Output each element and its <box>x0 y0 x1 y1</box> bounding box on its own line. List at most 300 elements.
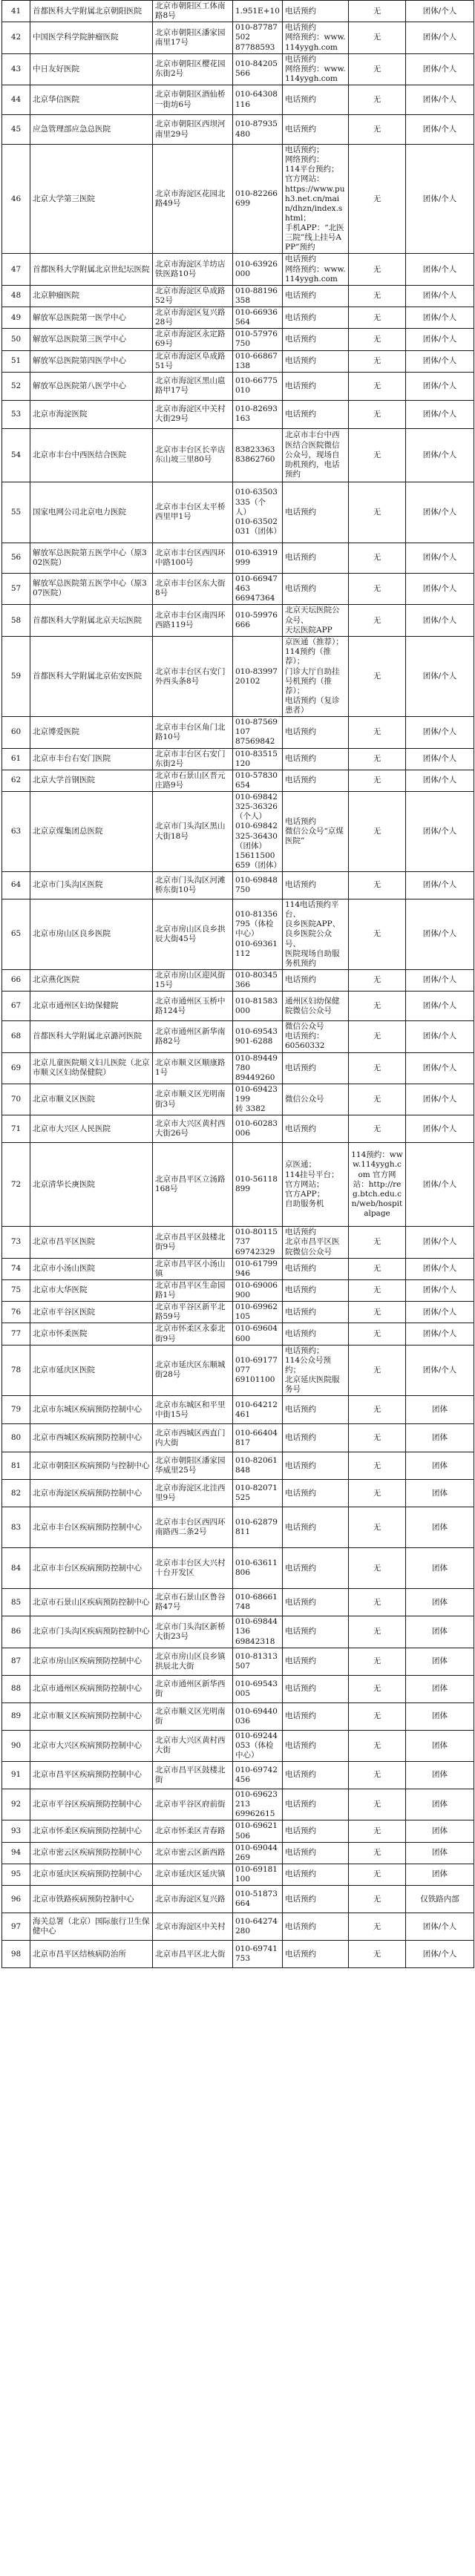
row-number-cell: 67 <box>2 992 30 1021</box>
service-type-cell: 团体 <box>406 1864 474 1885</box>
phone-cell: 010-66404817 <box>233 1424 283 1452</box>
fee-cell: 无 <box>349 1345 406 1396</box>
table-row <box>2 1258 474 1279</box>
institution-name-cell: 北京市丰台右安门医院 <box>30 748 153 770</box>
institution-name-cell: 北京市海淀医院 <box>30 400 153 428</box>
address-cell: 北京市朝阳区潘家园南里17号 <box>153 22 233 53</box>
phone-cell: 010-82693163 <box>233 400 283 428</box>
phone-cell: 010-56118899 <box>233 1143 283 1227</box>
fee-cell: 无 <box>349 1021 406 1052</box>
row-number-cell: 58 <box>2 605 30 637</box>
fee-cell: 无 <box>349 1842 406 1864</box>
institution-name-cell: 北京市通州区疾病预防控制中心 <box>30 1675 153 1702</box>
booking-method-cell: 电话预约 <box>283 285 349 307</box>
service-type-cell: 团体/个人 <box>406 307 474 329</box>
hospital-table <box>1 0 474 1968</box>
table-row <box>2 400 474 428</box>
fee-cell: 无 <box>349 605 406 637</box>
phone-cell: 010-69044269 <box>233 1842 283 1864</box>
fee-cell: 无 <box>349 717 406 748</box>
table-row <box>2 1323 474 1345</box>
service-type-cell: 团体/个人 <box>406 254 474 285</box>
row-number-cell: 52 <box>2 372 30 400</box>
table-row <box>2 770 474 791</box>
table-row <box>2 1589 474 1616</box>
fee-cell: 无 <box>349 969 406 991</box>
row-number-cell: 96 <box>2 1886 30 1913</box>
address-cell: 北京市怀柔区永泰北街9号 <box>153 1323 233 1345</box>
address-cell: 北京市海淀区羊坊店铁医路10号 <box>153 254 233 285</box>
address-cell: 北京市海淀区中关村 <box>153 1913 233 1941</box>
institution-name-cell: 北京市大华医院 <box>30 1279 153 1301</box>
row-number-cell: 42 <box>2 22 30 53</box>
fee-cell: 无 <box>349 543 406 573</box>
institution-name-cell: 北京京煤集团总医院 <box>30 792 153 872</box>
address-cell: 北京市门头沟区黑山大街18号 <box>153 792 233 872</box>
institution-name-cell: 北京大学首钢医院 <box>30 770 153 791</box>
booking-method-cell: 电话预约 <box>283 1323 349 1345</box>
booking-method-cell: 电话预约； 网络预约： 114平台预约； 官方网站： https://www.puh3.net.cn/main/dhzn/index.shtml； 手机APP：“北医三院”线上挂号APP”预约 <box>283 145 349 254</box>
booking-method-cell: 电话预约 <box>283 717 349 748</box>
institution-name-cell: 北京市西城区疾病预防控制中心 <box>30 1424 153 1452</box>
phone-cell: 010-66936564 <box>233 307 283 329</box>
fee-cell: 无 <box>349 1548 406 1589</box>
fee-cell: 无 <box>349 1762 406 1789</box>
fee-cell: 无 <box>349 1820 406 1842</box>
service-type-cell: 团体 <box>406 1616 474 1648</box>
service-type-cell: 团体/个人 <box>406 748 474 770</box>
table-row <box>2 792 474 872</box>
table-row <box>2 428 474 482</box>
phone-cell: 010-81583000 <box>233 992 283 1021</box>
table-row <box>2 1702 474 1730</box>
row-number-cell: 55 <box>2 482 30 543</box>
row-number-cell: 79 <box>2 1396 30 1424</box>
row-number-cell: 46 <box>2 145 30 254</box>
fee-cell: 无 <box>349 482 406 543</box>
institution-name-cell: 北京肿瘤医院 <box>30 285 153 307</box>
fee-cell: 无 <box>349 115 406 145</box>
fee-cell: 无 <box>349 899 406 970</box>
address-cell: 北京市延庆区延庆镇 <box>153 1864 233 1885</box>
row-number-cell: 41 <box>2 1 30 22</box>
service-type-cell: 团体 <box>406 1675 474 1702</box>
row-number-cell: 70 <box>2 1084 30 1115</box>
fee-cell: 无 <box>349 1452 406 1480</box>
service-type-cell: 仅铁路内部 <box>406 1886 474 1913</box>
booking-method-cell: 电话预约 <box>283 350 349 372</box>
booking-method-cell: 电话预约 <box>283 1648 349 1675</box>
booking-method-cell: 京医通（推荐）； 114预约（推荐）； 门诊大厅自助挂号机预约（推荐）； 电话预约（复诊患者） <box>283 637 349 717</box>
phone-cell: 010-69621506 <box>233 1820 283 1842</box>
booking-method-cell: 电话预约 <box>283 372 349 400</box>
address-cell: 北京市昌平区小汤山镇 <box>153 1258 233 1279</box>
booking-method-cell: 电话预约 <box>283 1886 349 1913</box>
address-cell: 北京市海淀区复兴路28号 <box>153 307 233 329</box>
table-row <box>2 1886 474 1913</box>
fee-cell: 无 <box>349 1864 406 1885</box>
row-number-cell: 83 <box>2 1507 30 1548</box>
table-row <box>2 543 474 573</box>
fee-cell: 无 <box>349 1913 406 1941</box>
service-type-cell: 团体/个人 <box>406 428 474 482</box>
service-type-cell: 团体 <box>406 1507 474 1548</box>
booking-method-cell: 电话预约 <box>283 1396 349 1424</box>
service-type-cell: 团体 <box>406 1424 474 1452</box>
institution-name-cell: 首都医科大学附属北京天坛医院 <box>30 605 153 637</box>
fee-cell: 无 <box>349 53 406 85</box>
booking-method-cell: 电话预约 <box>283 1730 349 1761</box>
address-cell: 北京市丰台区南四环西路119号 <box>153 605 233 637</box>
table-row <box>2 145 474 254</box>
service-type-cell: 团体/个人 <box>406 543 474 573</box>
service-type-cell: 团体/个人 <box>406 145 474 254</box>
fee-cell: 无 <box>349 748 406 770</box>
table-row <box>2 1762 474 1789</box>
fee-cell: 无 <box>349 1648 406 1675</box>
institution-name-cell: 北京市海淀区疾病预防控制中心 <box>30 1480 153 1507</box>
fee-cell: 无 <box>349 1258 406 1279</box>
phone-cell: 010-69543005 <box>233 1675 283 1702</box>
service-type-cell: 团体/个人 <box>406 605 474 637</box>
address-cell: 北京市海淀区花园北路49号 <box>153 145 233 254</box>
row-number-cell: 57 <box>2 573 30 604</box>
booking-method-cell: 电话预约 <box>283 1258 349 1279</box>
row-number-cell: 54 <box>2 428 30 482</box>
institution-name-cell: 首都医科大学附属北京佑安医院 <box>30 637 153 717</box>
row-number-cell: 61 <box>2 748 30 770</box>
row-number-cell: 92 <box>2 1789 30 1820</box>
fee-cell: 无 <box>349 1302 406 1323</box>
fee-cell: 无 <box>349 1675 406 1702</box>
fee-cell: 无 <box>349 637 406 717</box>
booking-method-cell: 电话预约 <box>283 1452 349 1480</box>
fee-cell: 无 <box>349 1052 406 1084</box>
table-row <box>2 717 474 748</box>
institution-name-cell: 北京市顺义区医院 <box>30 1084 153 1115</box>
service-type-cell: 团体 <box>406 1820 474 1842</box>
row-number-cell: 77 <box>2 1323 30 1345</box>
institution-name-cell: 北京儿童医院顺义妇儿医院（北京市顺义区妇幼保健院） <box>30 1052 153 1084</box>
service-type-cell: 团体/个人 <box>406 770 474 791</box>
table-row <box>2 872 474 899</box>
table-row <box>2 1302 474 1323</box>
address-cell: 北京市大兴区黄村西大街26号 <box>153 1115 233 1143</box>
booking-method-cell: 电话预约 <box>283 307 349 329</box>
booking-method-cell: 微信公众号 <box>283 1084 349 1115</box>
table-row <box>2 899 474 970</box>
institution-name-cell: 北京市门头沟区疾病预防控制中心 <box>30 1616 153 1648</box>
address-cell: 北京市昌平区立汤路168号 <box>153 1143 233 1227</box>
service-type-cell: 团体/个人 <box>406 992 474 1021</box>
table-row <box>2 350 474 372</box>
row-number-cell: 66 <box>2 969 30 991</box>
institution-name-cell: 北京市密云区疾病预防控制中心 <box>30 1842 153 1864</box>
table-row <box>2 1913 474 1941</box>
address-cell: 北京市朝阳区酒仙桥一街坊6号 <box>153 85 233 115</box>
institution-name-cell: 北京市昌平区疾病预防控制中心 <box>30 1762 153 1789</box>
institution-name-cell: 北京市延庆区疾病预防控制中心 <box>30 1864 153 1885</box>
institution-name-cell: 首都医科大学附属北京世纪坛医院 <box>30 254 153 285</box>
address-cell: 北京市大兴区黄村西大街 <box>153 1730 233 1761</box>
table-row <box>2 1084 474 1115</box>
address-cell: 北京市丰台区右安门外西头条8号 <box>153 637 233 717</box>
address-cell: 北京市延庆区东顺城街28号 <box>153 1345 233 1396</box>
fee-cell: 无 <box>349 770 406 791</box>
institution-name-cell: 北京市怀柔医院 <box>30 1323 153 1345</box>
row-number-cell: 72 <box>2 1143 30 1227</box>
table-body <box>2 1 474 1968</box>
service-type-cell: 团体 <box>406 1648 474 1675</box>
address-cell: 北京市平谷区府前街 <box>153 1789 233 1820</box>
service-type-cell: 团体/个人 <box>406 1115 474 1143</box>
fee-cell: 无 <box>349 22 406 53</box>
booking-method-cell: 电话预约 <box>283 1675 349 1702</box>
service-type-cell: 团体/个人 <box>406 573 474 604</box>
address-cell: 北京市丰台区东大街8号 <box>153 573 233 604</box>
phone-cell: 010-66867138 <box>233 350 283 372</box>
service-type-cell: 团体/个人 <box>406 1279 474 1301</box>
table-row <box>2 1115 474 1143</box>
phone-cell: 010-89449780 89449260 <box>233 1052 283 1084</box>
institution-name-cell: 解放军总医院第四医学中心 <box>30 350 153 372</box>
phone-cell: 010-66775010 <box>233 372 283 400</box>
table-row <box>2 85 474 115</box>
fee-cell: 无 <box>349 1 406 22</box>
phone-cell: 010-69844136 69842318 <box>233 1616 283 1648</box>
phone-cell: 010-69440036 <box>233 1702 283 1730</box>
address-cell: 北京市石景山区鲁谷路47号 <box>153 1589 233 1616</box>
fee-cell: 无 <box>349 329 406 350</box>
table-row <box>2 329 474 350</box>
address-cell: 北京市门头沟区新桥大街23号 <box>153 1616 233 1648</box>
address-cell: 北京市海淀区黑山扈路甲17号 <box>153 372 233 400</box>
table-row <box>2 1424 474 1452</box>
fee-cell: 无 <box>349 400 406 428</box>
booking-method-cell: 电话预约 <box>283 1480 349 1507</box>
table-row <box>2 1279 474 1301</box>
table-row <box>2 605 474 637</box>
fee-cell: 无 <box>349 1227 406 1258</box>
row-number-cell: 49 <box>2 307 30 329</box>
institution-name-cell: 北京大学第三医院 <box>30 145 153 254</box>
phone-cell: 010-82266699 <box>233 145 283 254</box>
phone-cell: 010-57830654 <box>233 770 283 791</box>
address-cell: 北京市通州区玉桥中路124号 <box>153 992 233 1021</box>
institution-name-cell: 北京市通州区妇幼保健院 <box>30 992 153 1021</box>
booking-method-cell: 电话预约 微信公众号“京煤医院” <box>283 792 349 872</box>
table-row <box>2 1941 474 1968</box>
phone-cell: 010-69623213 69962615 <box>233 1789 283 1820</box>
table-row <box>2 1 474 22</box>
table-row <box>2 748 474 770</box>
address-cell: 北京市海淀区中关村大街29号 <box>153 400 233 428</box>
phone-cell: 010-69177077 69101100 <box>233 1345 283 1396</box>
booking-method-cell: 电话预约 <box>283 115 349 145</box>
table-row <box>2 1820 474 1842</box>
address-cell: 北京市朝阳区西坝河南里29号 <box>153 115 233 145</box>
service-type-cell: 团体/个人 <box>406 285 474 307</box>
phone-cell: 010-80115737 69742329 <box>233 1227 283 1258</box>
booking-method-cell: 电话预约 <box>283 1302 349 1323</box>
institution-name-cell: 应急管理部应急总医院 <box>30 115 153 145</box>
booking-method-cell: 电话预约 <box>283 1548 349 1589</box>
address-cell: 北京市通州区新华南路82号 <box>153 1021 233 1052</box>
booking-method-cell: 电话预约 网络预约：www.114yygh.com <box>283 254 349 285</box>
table-row <box>2 22 474 53</box>
row-number-cell: 88 <box>2 1675 30 1702</box>
institution-name-cell: 北京市平谷区疾病预防控制中心 <box>30 1789 153 1820</box>
institution-name-cell: 北京燕化医院 <box>30 969 153 991</box>
institution-name-cell: 北京市延庆区医院 <box>30 1345 153 1396</box>
institution-name-cell: 北京华信医院 <box>30 85 153 115</box>
institution-name-cell: 首都医科大学附属北京朝阳医院 <box>30 1 153 22</box>
booking-method-cell: 电话预约 <box>283 1507 349 1548</box>
table-row <box>2 1396 474 1424</box>
institution-name-cell: 北京市大兴区疾病预防控制中心 <box>30 1730 153 1761</box>
fee-cell: 无 <box>349 1115 406 1143</box>
phone-cell: 1.951E+10 <box>233 1 283 22</box>
row-number-cell: 73 <box>2 1227 30 1258</box>
service-type-cell: 团体 <box>406 1452 474 1480</box>
fee-cell: 无 <box>349 1789 406 1820</box>
phone-cell: 010-69543901-6288 <box>233 1021 283 1052</box>
booking-method-cell: 电话预约 <box>283 1589 349 1616</box>
row-number-cell: 68 <box>2 1021 30 1052</box>
fee-cell: 无 <box>349 1424 406 1452</box>
table-row <box>2 115 474 145</box>
institution-name-cell: 北京市昌平区结核病防治所 <box>30 1941 153 1968</box>
table-row <box>2 637 474 717</box>
phone-cell: 010-64274280 <box>233 1913 283 1941</box>
address-cell: 北京市昌平区鼓楼北街9号 <box>153 1227 233 1258</box>
phone-cell: 83823363 83862760 <box>233 428 283 482</box>
table-row <box>2 307 474 329</box>
booking-method-cell: 电话预约 <box>283 748 349 770</box>
address-cell: 北京市西城区西直门内大街 <box>153 1424 233 1452</box>
row-number-cell: 74 <box>2 1258 30 1279</box>
service-type-cell: 团体/个人 <box>406 1 474 22</box>
fee-cell: 无 <box>349 307 406 329</box>
fee-cell: 无 <box>349 1480 406 1507</box>
service-type-cell: 团体 <box>406 1589 474 1616</box>
address-cell: 北京市海淀区阜成路52号 <box>153 285 233 307</box>
booking-method-cell: 电话预约 <box>283 1424 349 1452</box>
institution-name-cell: 中日友好医院 <box>30 53 153 85</box>
service-type-cell: 团体/个人 <box>406 85 474 115</box>
phone-cell: 010-63919999 <box>233 543 283 573</box>
phone-cell: 010-64308116 <box>233 85 283 115</box>
row-number-cell: 62 <box>2 770 30 791</box>
booking-method-cell: 电话预约 <box>283 1864 349 1885</box>
institution-name-cell: 国家电网公司北京电力医院 <box>30 482 153 543</box>
institution-name-cell: 解放军总医院第三医学中心 <box>30 329 153 350</box>
fee-cell: 无 <box>349 1084 406 1115</box>
fee-cell: 无 <box>349 1616 406 1648</box>
row-number-cell: 48 <box>2 285 30 307</box>
phone-cell: 010-81313507 <box>233 1648 283 1675</box>
fee-cell: 无 <box>349 254 406 285</box>
service-type-cell: 团体 <box>406 1762 474 1789</box>
phone-cell: 010-83515120 <box>233 748 283 770</box>
fee-cell: 无 <box>349 792 406 872</box>
fee-cell: 无 <box>349 285 406 307</box>
address-cell: 北京市东城区和平里中街15号 <box>153 1396 233 1424</box>
table-row <box>2 1842 474 1864</box>
booking-method-cell: 电话预约 <box>283 1941 349 1968</box>
phone-cell: 010-84205566 <box>233 53 283 85</box>
service-type-cell: 团体/个人 <box>406 792 474 872</box>
booking-method-cell: 电话预约 <box>283 872 349 899</box>
address-cell: 北京市顺义区光明南街3号 <box>153 1084 233 1115</box>
address-cell: 北京市房山区良乡镇拱辰北大街 <box>153 1648 233 1675</box>
table-row <box>2 1021 474 1052</box>
booking-method-cell: 电话预约 <box>283 1842 349 1864</box>
phone-cell: 010-69423199 转 3382 <box>233 1084 283 1115</box>
service-type-cell: 团体 <box>406 1396 474 1424</box>
address-cell: 北京市丰台区角门北路10号 <box>153 717 233 748</box>
service-type-cell: 团体/个人 <box>406 1084 474 1115</box>
booking-method-cell: 电话预约 <box>283 1279 349 1301</box>
institution-name-cell: 解放军总医院第一医学中心 <box>30 307 153 329</box>
phone-cell: 010-51873664 <box>233 1886 283 1913</box>
institution-name-cell: 北京市顺义区疾病预防控制中心 <box>30 1702 153 1730</box>
service-type-cell: 团体/个人 <box>406 637 474 717</box>
table-row <box>2 1789 474 1820</box>
row-number-cell: 78 <box>2 1345 30 1396</box>
booking-method-cell: 电话预约 <box>283 1762 349 1789</box>
address-cell: 北京市昌平区北大街 <box>153 1941 233 1968</box>
service-type-cell: 团体 <box>406 1548 474 1589</box>
phone-cell: 010-69181100 <box>233 1864 283 1885</box>
address-cell: 北京市昌平区生命园路1号 <box>153 1279 233 1301</box>
phone-cell: 010-87569107 87569842 <box>233 717 283 748</box>
phone-cell: 010-61799946 <box>233 1258 283 1279</box>
phone-cell: 010-57976750 <box>233 329 283 350</box>
booking-method-cell: 电话预约 网络预约：www.114yygh.com <box>283 53 349 85</box>
row-number-cell: 97 <box>2 1913 30 1941</box>
row-number-cell: 47 <box>2 254 30 285</box>
institution-name-cell: 北京市丰台区疾病预防控制中心 <box>30 1548 153 1589</box>
table-row <box>2 372 474 400</box>
phone-cell: 010-69962105 <box>233 1302 283 1323</box>
row-number-cell: 95 <box>2 1864 30 1885</box>
institution-name-cell: 海关总署（北京）国际旅行卫生保健中心 <box>30 1913 153 1941</box>
service-type-cell: 团体/个人 <box>406 1227 474 1258</box>
address-cell: 北京市海淀区北洼西里9号 <box>153 1480 233 1507</box>
row-number-cell: 63 <box>2 792 30 872</box>
row-number-cell: 94 <box>2 1842 30 1864</box>
table-row <box>2 1507 474 1548</box>
service-type-cell: 团体/个人 <box>406 969 474 991</box>
table-row <box>2 992 474 1021</box>
row-number-cell: 53 <box>2 400 30 428</box>
service-type-cell: 团体/个人 <box>406 1021 474 1052</box>
address-cell: 北京市密云区新西路 <box>153 1842 233 1864</box>
address-cell: 北京市顺义区光明南街 <box>153 1702 233 1730</box>
table-row <box>2 53 474 85</box>
address-cell: 北京市昌平区鼓楼北街 <box>153 1762 233 1789</box>
address-cell: 北京市朝阳区樱花园东街2号 <box>153 53 233 85</box>
row-number-cell: 82 <box>2 1480 30 1507</box>
fee-cell: 114预约：www.114yygh.com 官方网站：http://reg.btch.edu.cn/web/hospitalpage <box>349 1143 406 1227</box>
table-row <box>2 969 474 991</box>
booking-method-cell: 电话预约 <box>283 770 349 791</box>
row-number-cell: 50 <box>2 329 30 350</box>
service-type-cell: 团体/个人 <box>406 115 474 145</box>
booking-method-cell: 电话预约 <box>283 1616 349 1648</box>
row-number-cell: 56 <box>2 543 30 573</box>
